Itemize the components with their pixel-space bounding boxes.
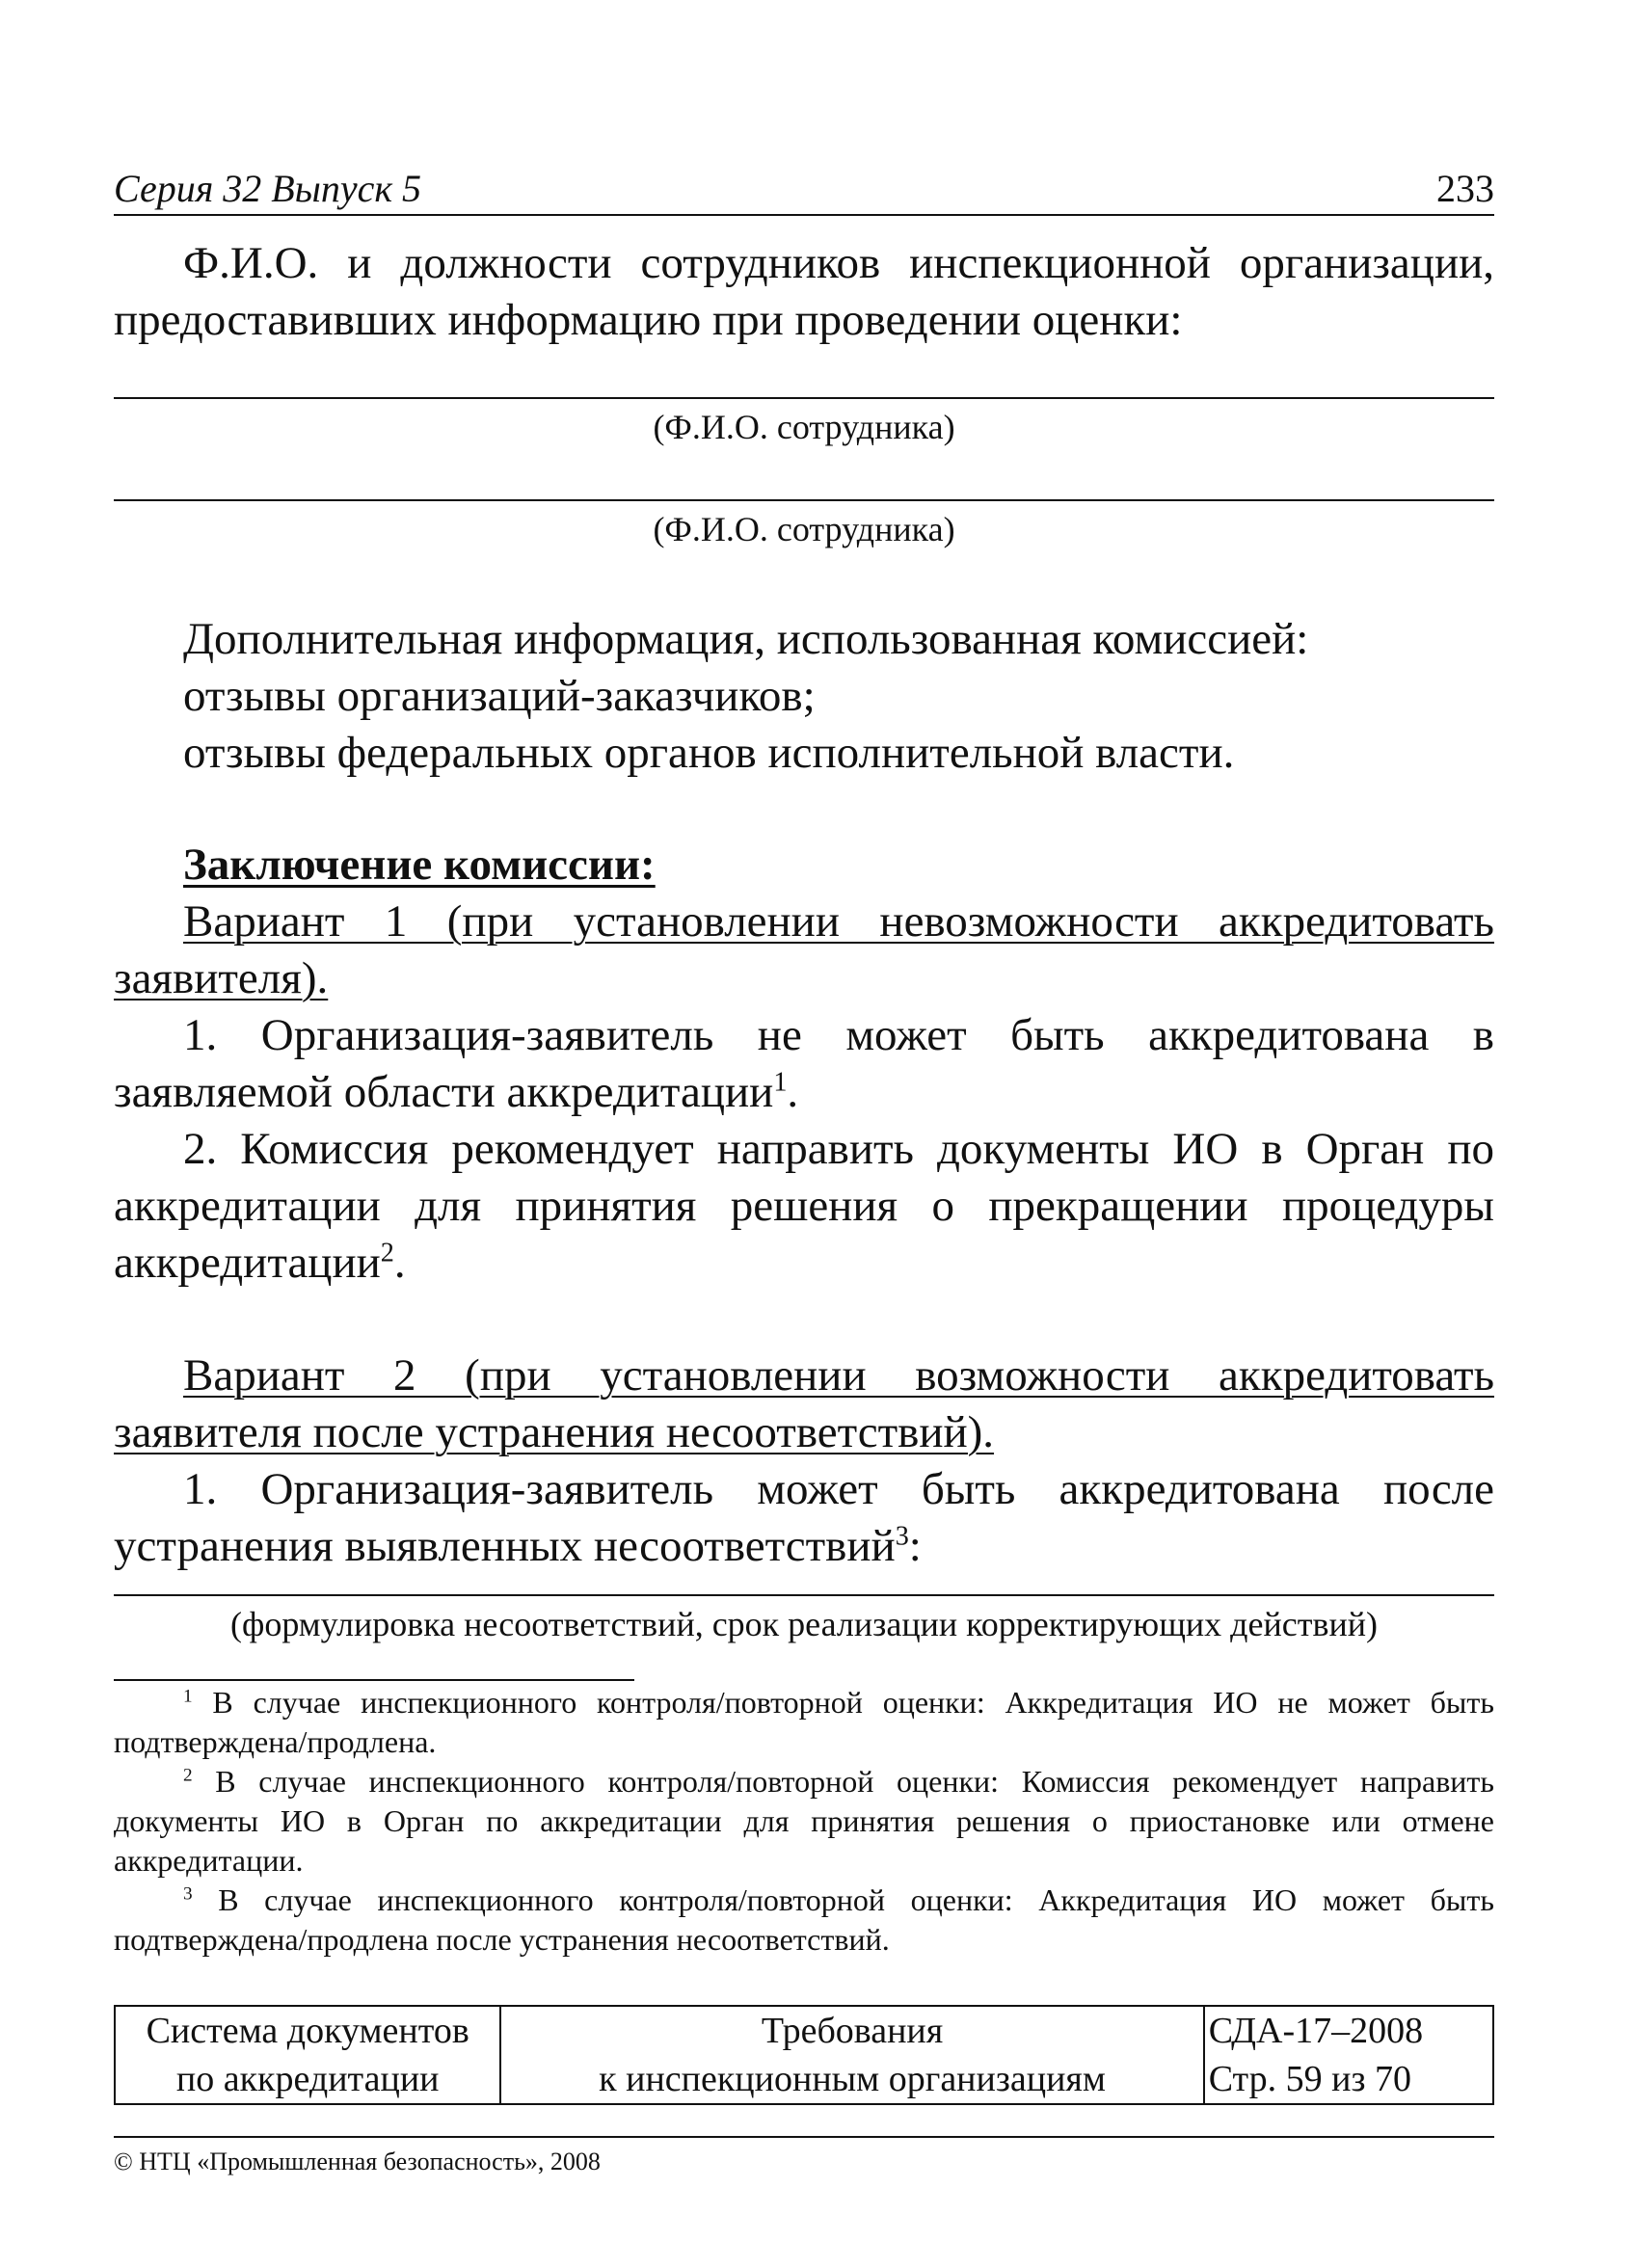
document-footer-table [114, 2005, 1494, 2105]
additional-info-line-1: Дополнительная информация, использованная комиссией: [183, 614, 1309, 664]
additional-info-block [114, 611, 1494, 782]
variant-2-item-1-end: : [908, 1521, 922, 1571]
footnote-3-text: В случае инспекционного контроля/повторной оценки: Аккредитация ИО может быть подтверждена/продлена после устранения несоответствий. [114, 1882, 1494, 1957]
footnotes [114, 1683, 1494, 1960]
conclusion-block [114, 837, 1494, 1575]
variant-2-title: Вариант 2 (при установлении возможности аккредитовать заявителя после устранения несоответствий). [114, 1350, 1494, 1457]
footnote-3 [114, 1881, 1494, 1960]
footer-requirements-line-2: к инспекционным организациям [599, 2059, 1106, 2099]
footnote-1-mark: 1 [183, 1686, 193, 1707]
footnote-ref-3: 3 [895, 1521, 909, 1552]
staff-fill-line-2 [114, 499, 1494, 501]
footnote-3-mark: 3 [183, 1883, 193, 1905]
footnote-2-mark: 2 [183, 1765, 193, 1786]
footer-cell-requirements [500, 2006, 1203, 2104]
footer-system-line-2: по аккредитации [175, 2059, 440, 2099]
footnote-ref-1: 1 [773, 1067, 788, 1098]
footer-cell-code [1204, 2006, 1493, 2104]
variant-1-item-2 [114, 1121, 1494, 1292]
footer-system-line-1: Система документов [146, 2011, 469, 2051]
variant-1-item-1 [114, 1007, 1494, 1121]
footer-page-of: Стр. 59 из 70 [1208, 2059, 1411, 2099]
footer-doc-code: СДА-17–2008 [1208, 2011, 1424, 2051]
conclusion-title: Заключение комиссии: [183, 840, 656, 890]
page-number: 233 [1436, 167, 1494, 210]
staff-caption-1: (Ф.И.О. сотрудника) [653, 408, 955, 446]
bottom-rule [114, 2136, 1494, 2138]
additional-info-line-3: отзывы федеральных органов исполнительной власти. [183, 728, 1235, 778]
footnote-separator [114, 1679, 634, 1681]
variant-2-caption: (формулировка несоответствий, срок реализации корректирующих действий) [230, 1605, 1378, 1643]
staff-heading: Ф.И.О. и должности сотрудников инспекционной организации, предоставивших информацию при проведении оценки: [114, 238, 1494, 345]
footnote-1 [114, 1683, 1494, 1762]
footer-cell-system [115, 2006, 500, 2104]
footnote-1-text: В случае инспекционного контроля/повторной оценки: Аккредитация ИО не может быть подтверждена/продлена. [114, 1685, 1494, 1759]
variant-2-item-1 [114, 1461, 1494, 1575]
staff-heading-block [114, 235, 1494, 349]
variant-2-item-1-text: 1. Организация-заявитель может быть аккредитована после устранения выявленных несоответствий [114, 1464, 1494, 1571]
variant-1-item-1-end: . [787, 1067, 799, 1117]
copyright: © НТЦ «Промышленная безопасность», 2008 [114, 2148, 601, 2175]
variant-1-item-2-text: 2. Комиссия рекомендует направить документы ИО в Орган по аккредитации для принятия решения о прекращении процедуры аккредитации [114, 1124, 1494, 1288]
series-label: Серия 32 Выпуск 5 [114, 167, 422, 210]
footnote-ref-2: 2 [380, 1238, 394, 1268]
footnote-2-text: В случае инспекционного контроля/повторной оценки: Комиссия рекомендует направить документы ИО в Орган по аккредитации для принятия решения о приостановке или отмене аккредитации. [114, 1764, 1494, 1878]
staff-fill-line-1 [114, 397, 1494, 399]
variant-1-item-1-text: 1. Организация-заявитель не может быть аккредитована в заявляемой области аккредитации [114, 1010, 1494, 1117]
staff-caption-2: (Ф.И.О. сотрудника) [653, 510, 955, 548]
footer-requirements-line-1: Требования [761, 2011, 944, 2051]
footnote-2 [114, 1762, 1494, 1881]
running-header [114, 164, 1494, 216]
variant-1-title: Вариант 1 (при установлении невозможности аккредитовать заявителя). [114, 896, 1494, 1003]
variant-1-item-2-end: . [393, 1238, 406, 1288]
variant-2-fill-line [114, 1594, 1494, 1596]
additional-info-line-2: отзывы организаций-заказчиков; [183, 671, 816, 721]
